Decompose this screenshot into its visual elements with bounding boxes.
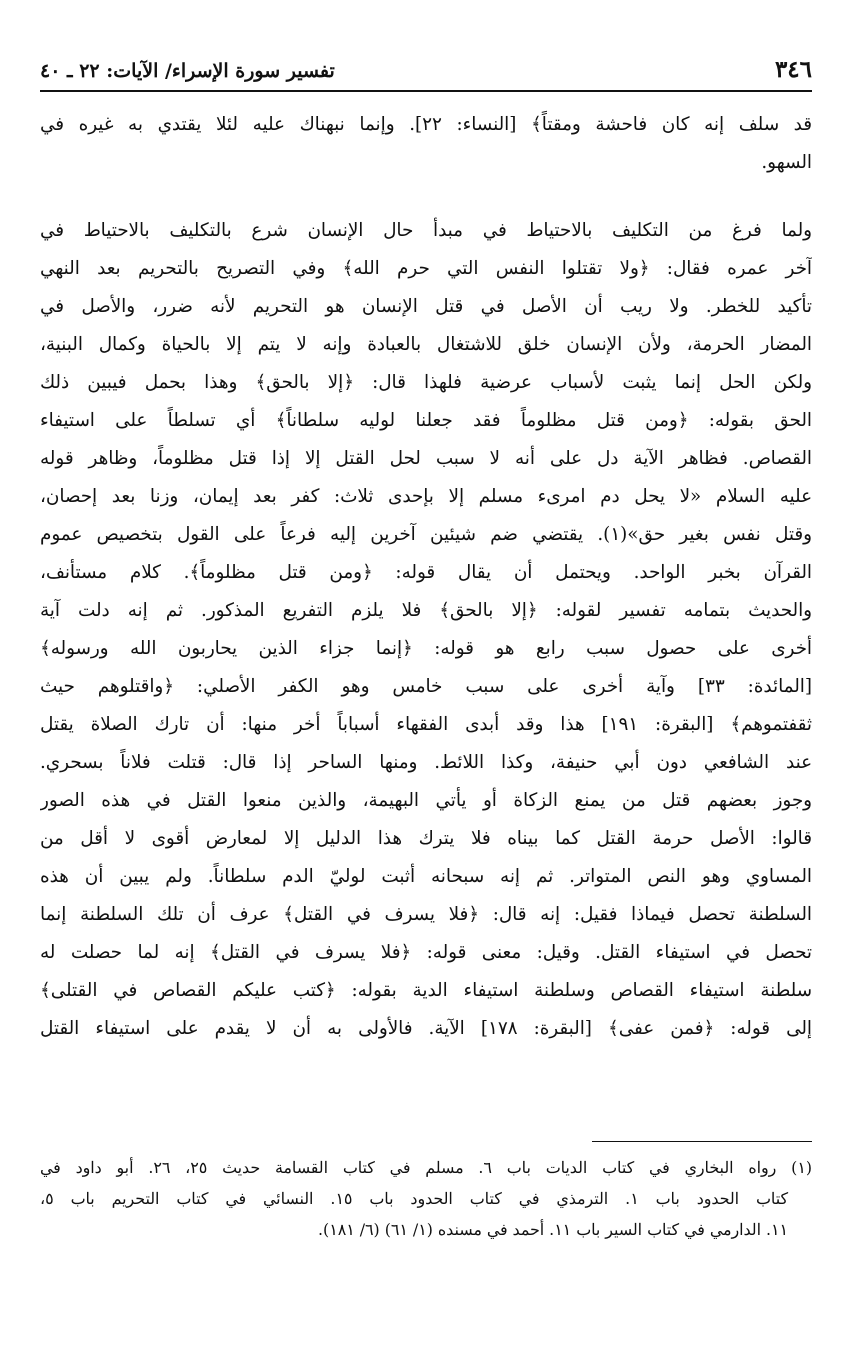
text-line: القرآن بخبر الواحد. ويحتمل أن يقال قوله: ﴿ومن قتل مظلوماً﴾. كلام مستأنف، xyxy=(40,562,812,583)
footnote-line: كتاب الحدود باب ١. الترمذي في كتاب الحدود باب ١٥. النسائي في كتاب التحريم باب ٥، xyxy=(40,1189,788,1208)
footnote-separator xyxy=(592,1141,812,1142)
text-line: إلى قوله: ﴿فمن عفى﴾ [البقرة: ١٧٨] الآية. فالأولى به أن لا يقدم على استيفاء القتل xyxy=(40,1018,812,1039)
text-line: [المائدة: ٣٣] وآية أخرى على سبب خامس وهو الكفر الأصلي: ﴿واقتلوهم حيث xyxy=(40,676,812,697)
text-line: القصاص. فظاهر الآية دل على أنه لا سبب لحل القتل إلا إذا قتل مظلوماً، وظاهر قوله xyxy=(40,448,812,469)
footnote-line: ١١. الدارمي في كتاب السير باب ١١. أحمد في مسنده (١/ ٦١) (٦/ ١٨١). xyxy=(318,1220,788,1239)
text-line: ثقفتموهم﴾ [البقرة: ١٩١] هذا وقد أبدى الفقهاء أسباباً أخر منها: أن تارك الصلاة يقتل xyxy=(40,714,812,735)
footnote-line: (١) رواه البخاري في كتاب الديات باب ٦. مسلم في كتاب القسامة حديث ٢٥، ٢٦. أبو داود في xyxy=(40,1158,812,1177)
footnotes xyxy=(40,1152,812,1245)
text-line: المساوي وهو النص المتواتر. ثم إنه سبحانه أثبت لوليّ الدم سلطاناً. ولم يبين أن هذه xyxy=(40,866,812,887)
text-line: ولما فرغ من التكليف بالاحتياط في مبدأ حال الإنسان شرع بالتكليف بالاحتياط في xyxy=(40,220,812,241)
text-line: السهو. xyxy=(761,152,812,173)
text-line: وجوز بعضهم قتل من يمنع الزكاة أو يأتي البهيمة، والذين منعوا القتل في هذه الصور xyxy=(40,790,812,811)
text-line: آخر عمره فقال: ﴿ولا تقتلوا النفس التي حرم الله﴾ وفي التصريح بالتحريم بعد النهي xyxy=(40,258,812,279)
text-line: المضار الحرمة، ولأن الإنسان خلق للاشتغال بالعبادة وإنه لا يتم إلا بالحياة وكمال البنية، xyxy=(40,334,812,355)
text-line: وقتل نفس بغير حق»(١). يقتضي ضم شيئين آخرين إليه فرعاً على القول بتخصيص عموم xyxy=(40,524,812,545)
paragraph-gap xyxy=(40,182,812,212)
main-text xyxy=(40,106,812,1048)
text-line: أخرى على حصول سبب رابع هو قوله: ﴿إنما جزاء الذين يحاربون الله ورسوله﴾ xyxy=(40,638,812,659)
text-line: قد سلف إنه كان فاحشة ومقتاً﴾ [النساء: ٢٢]. وإنما نبهناك عليه لئلا يقتدي به غيره في xyxy=(40,114,812,135)
page-header xyxy=(40,52,812,92)
page-number: ٣٤٦ xyxy=(774,56,812,83)
text-line: عند الشافعي دون أبي حنيفة، وكذا اللائط. ومنها الساحر إذا قال: قتلت فلاناً بسحري. xyxy=(40,752,812,773)
text-line: ولكن الحل إنما يثبت لأسباب عرضية فلهذا قال: ﴿إلا بالحق﴾ وهذا بحمل فيبين ذلك xyxy=(40,372,812,393)
header-rule xyxy=(40,90,812,92)
text-line: قالوا: الأصل حرمة القتل كما بيناه فلا يترك هذا الدليل إلا لمعارض أقوى لا أقل من xyxy=(40,828,812,849)
text-line: سلطنة استيفاء القصاص وسلطنة استيفاء الدية بقوله: ﴿كتب عليكم القصاص في القتلى﴾ xyxy=(40,980,812,1001)
text-line: السلطنة تحصل فيماذا فقيل: إنه قال: ﴿فلا يسرف في القتل﴾ عرف أن تلك السلطنة إنما xyxy=(40,904,812,925)
text-line: تأكيد للخطر. ولا ريب أن الأصل في قتل الإنسان هو التحريم لأنه ضرر، والأصل في xyxy=(40,296,812,317)
running-title: تفسير سورة الإسراء/ الآيات: ٢٢ ـ ٤٠ xyxy=(40,60,335,82)
text-line: تحصل في استيفاء القتل. وقيل: معنى قوله: ﴿فلا يسرف في القتل﴾ إنه لما حصلت له xyxy=(40,942,812,963)
text-line: الحق بقوله: ﴿ومن قتل مظلوماً فقد جعلنا لوليه سلطاناً﴾ أي تسلطاً على استيفاء xyxy=(40,410,812,431)
text-line: عليه السلام «لا يحل دم امرىء مسلم إلا بإحدى ثلاث: كفر بعد إيمان، وزنا بعد إحصان، xyxy=(40,486,812,507)
text-line: والحديث بتمامه تفسير لقوله: ﴿إلا بالحق﴾ فلا يلزم التفريع المذكور. ثم إنه دلت آية xyxy=(40,600,812,621)
